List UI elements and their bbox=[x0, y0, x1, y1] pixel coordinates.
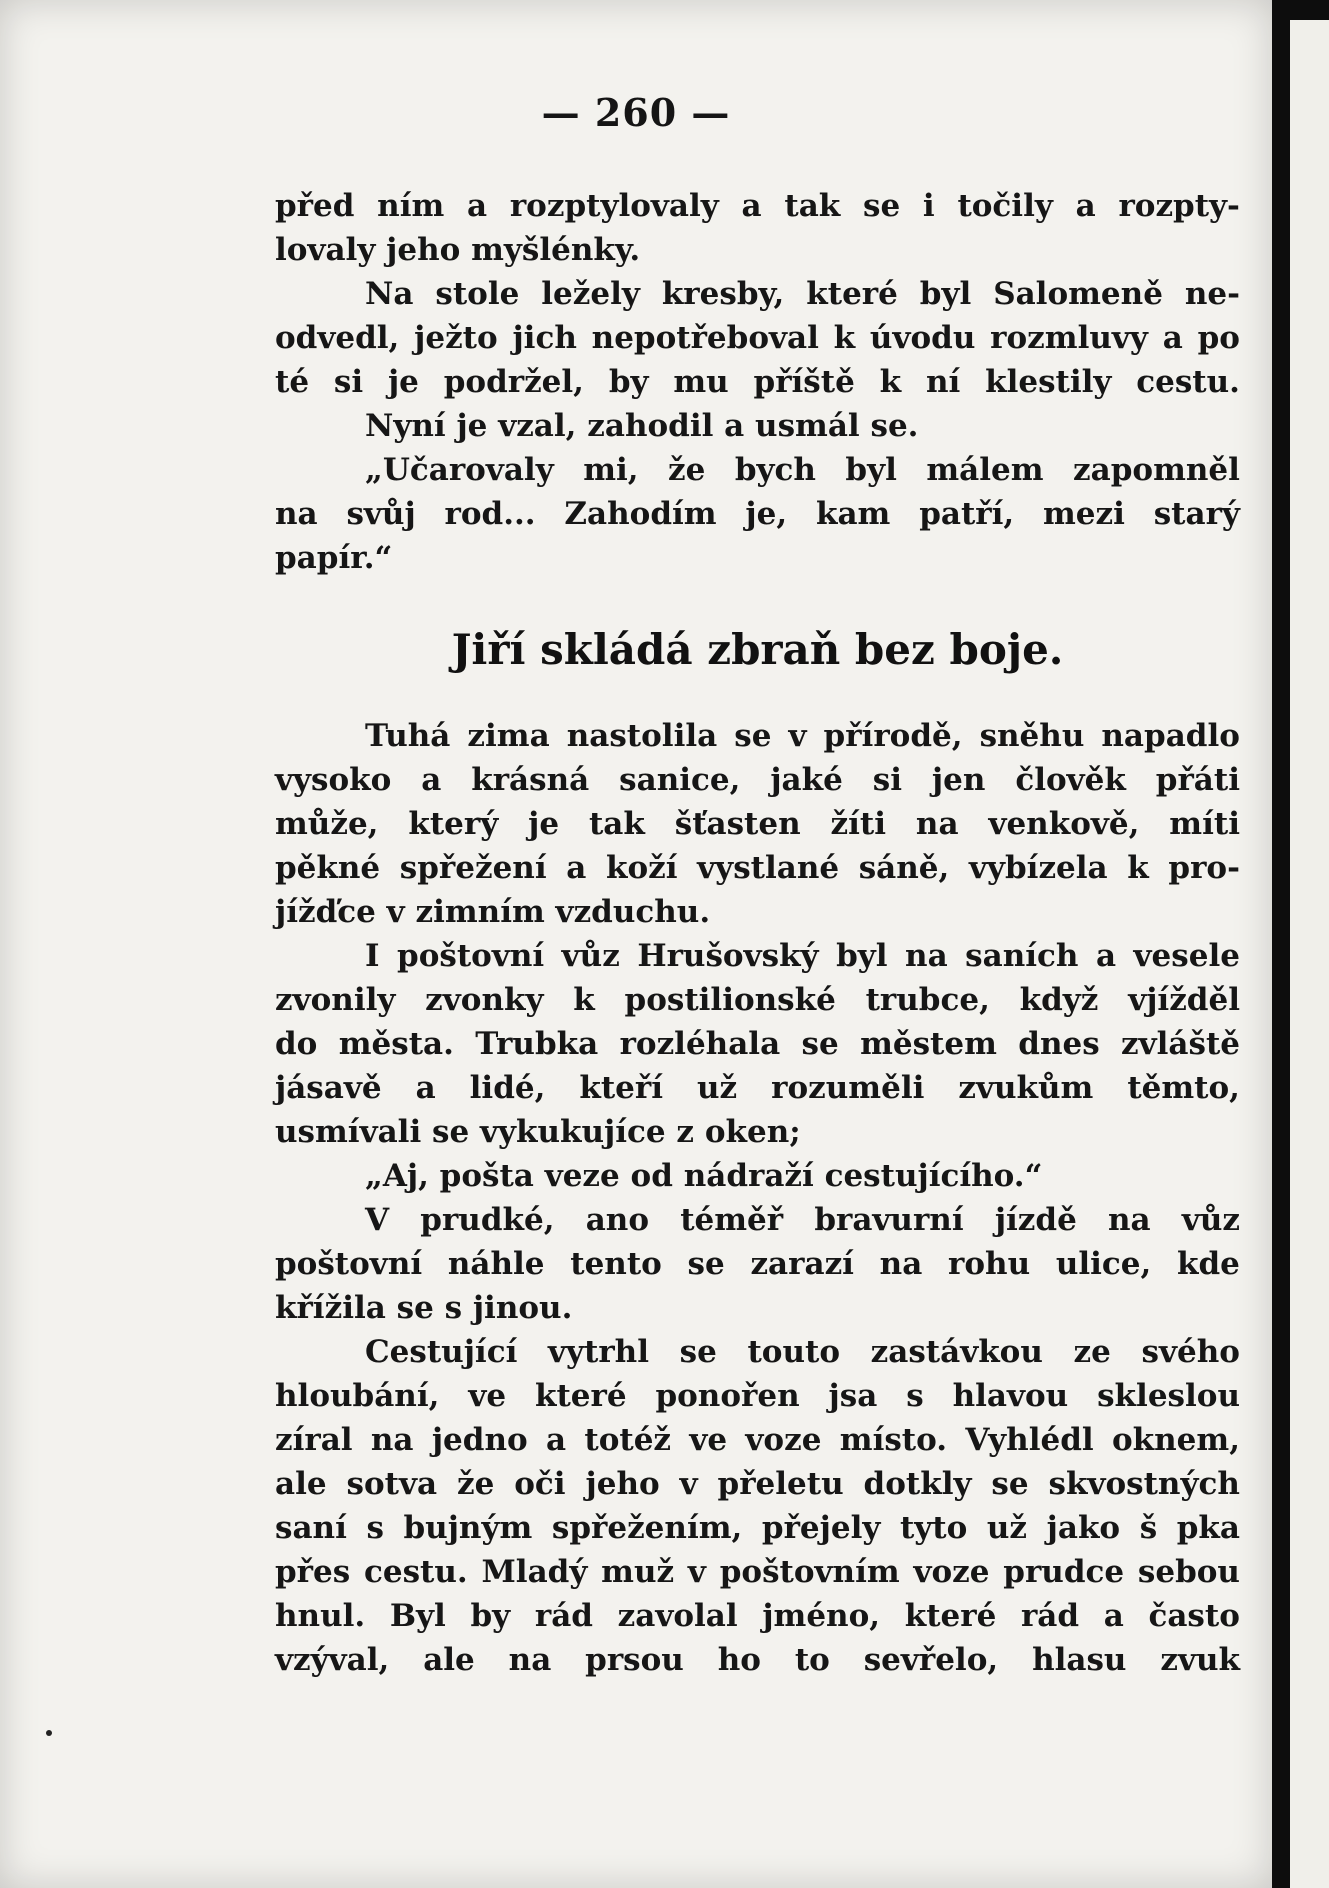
text-line: V prudké, ano téměř bravurní jízdě na vůz bbox=[365, 1202, 1240, 1238]
text-line: Nyní je vzal, zahodil a usmál se. bbox=[365, 408, 919, 444]
text-line: vysoko a krásná sanice, jaké si jen člověk přáti bbox=[275, 762, 1240, 798]
paragraph bbox=[275, 1154, 1240, 1198]
paragraph bbox=[275, 404, 1240, 448]
chapter-heading: Jiří skládá zbraň bez boje. bbox=[451, 625, 1064, 674]
paragraph bbox=[275, 1198, 1240, 1330]
text-line: přes cestu. Mladý muž v poštovním voze prudce sebou bbox=[275, 1554, 1240, 1590]
paragraph bbox=[275, 272, 1240, 404]
paragraph bbox=[275, 714, 1240, 934]
text-line: „Učarovaly mi, že bych byl málem zapomněl bbox=[365, 452, 1240, 488]
paragraph bbox=[275, 934, 1240, 1154]
paragraph bbox=[275, 448, 1240, 580]
paragraph bbox=[275, 1330, 1240, 1682]
text-line: hnul. Byl by rád zavolal jméno, které rád a často bbox=[275, 1598, 1240, 1634]
text-line: křížila se s jinou. bbox=[275, 1290, 573, 1326]
text-line: „Aj, pošta veze od nádraží cestujícího.“ bbox=[365, 1158, 1043, 1194]
text-line: Na stole ležely kresby, které byl Salomeně ne- bbox=[365, 276, 1240, 312]
text-line: Tuhá zima nastolila se v přírodě, sněhu napadlo bbox=[365, 718, 1240, 754]
text-line: saní s bujným spřežením, přejely tyto už jako š pka bbox=[275, 1510, 1240, 1546]
page-number: — 260 — bbox=[541, 90, 731, 135]
text-line: zvonily zvonky k postilionské trubce, když vjížděl bbox=[275, 982, 1240, 1018]
text-line: zíral na jedno a totéž ve voze místo. Vyhlédl oknem, bbox=[275, 1422, 1240, 1458]
text-line: vzýval, ale na prsou ho to sevřelo, hlasu zvuk bbox=[275, 1642, 1240, 1678]
text-line: jásavě a lidé, kteří už rozuměli zvukům těmto, bbox=[275, 1070, 1240, 1106]
text-line: na svůj rod... Zahodím je, kam patří, mezi starý bbox=[275, 496, 1240, 532]
text-line: před ním a rozptylovaly a tak se i točily a rozpty- bbox=[275, 188, 1240, 224]
text-line: do města. Trubka rozléhala se městem dnes zvláště bbox=[275, 1026, 1240, 1062]
text-line: poštovní náhle tento se zarazí na rohu ulice, kde bbox=[275, 1246, 1240, 1282]
text-after-heading bbox=[275, 714, 1240, 1682]
text-line: pěkné spřežení a koží vystlané sáně, vybízela k pro- bbox=[275, 850, 1240, 886]
text-line: ale sotva že oči jeho v přeletu dotkly se skvostných bbox=[275, 1466, 1240, 1502]
text-line: té si je podržel, by mu příště k ní klestily cestu. bbox=[275, 364, 1240, 400]
text-line: může, který je tak šťasten žíti na venkově, míti bbox=[275, 806, 1240, 842]
paragraph bbox=[275, 184, 1240, 272]
text-line: hloubání, ve které ponořen jsa s hlavou skleslou bbox=[275, 1378, 1240, 1414]
body-text bbox=[275, 184, 1240, 1682]
text-line: lovaly jeho myšlénky. bbox=[275, 232, 641, 268]
text-line: jížďce v zimním vzduchu. bbox=[275, 894, 711, 930]
text-line: papír.“ bbox=[275, 540, 393, 576]
text-line: Cestující vytrhl se touto zastávkou ze svého bbox=[365, 1334, 1240, 1370]
page-gutter-top bbox=[1272, 0, 1329, 20]
text-line: I poštovní vůz Hrušovský byl na saních a vesele bbox=[365, 938, 1240, 974]
ink-dot bbox=[46, 1730, 52, 1736]
facing-page-edge bbox=[1290, 20, 1329, 1888]
page-gutter bbox=[1272, 0, 1290, 1888]
text-line: usmívali se vykukujíce z oken; bbox=[275, 1114, 801, 1150]
text-before-heading bbox=[275, 184, 1240, 580]
text-line: odvedl, ježto jich nepotřeboval k úvodu rozmluvy a po bbox=[275, 320, 1240, 356]
